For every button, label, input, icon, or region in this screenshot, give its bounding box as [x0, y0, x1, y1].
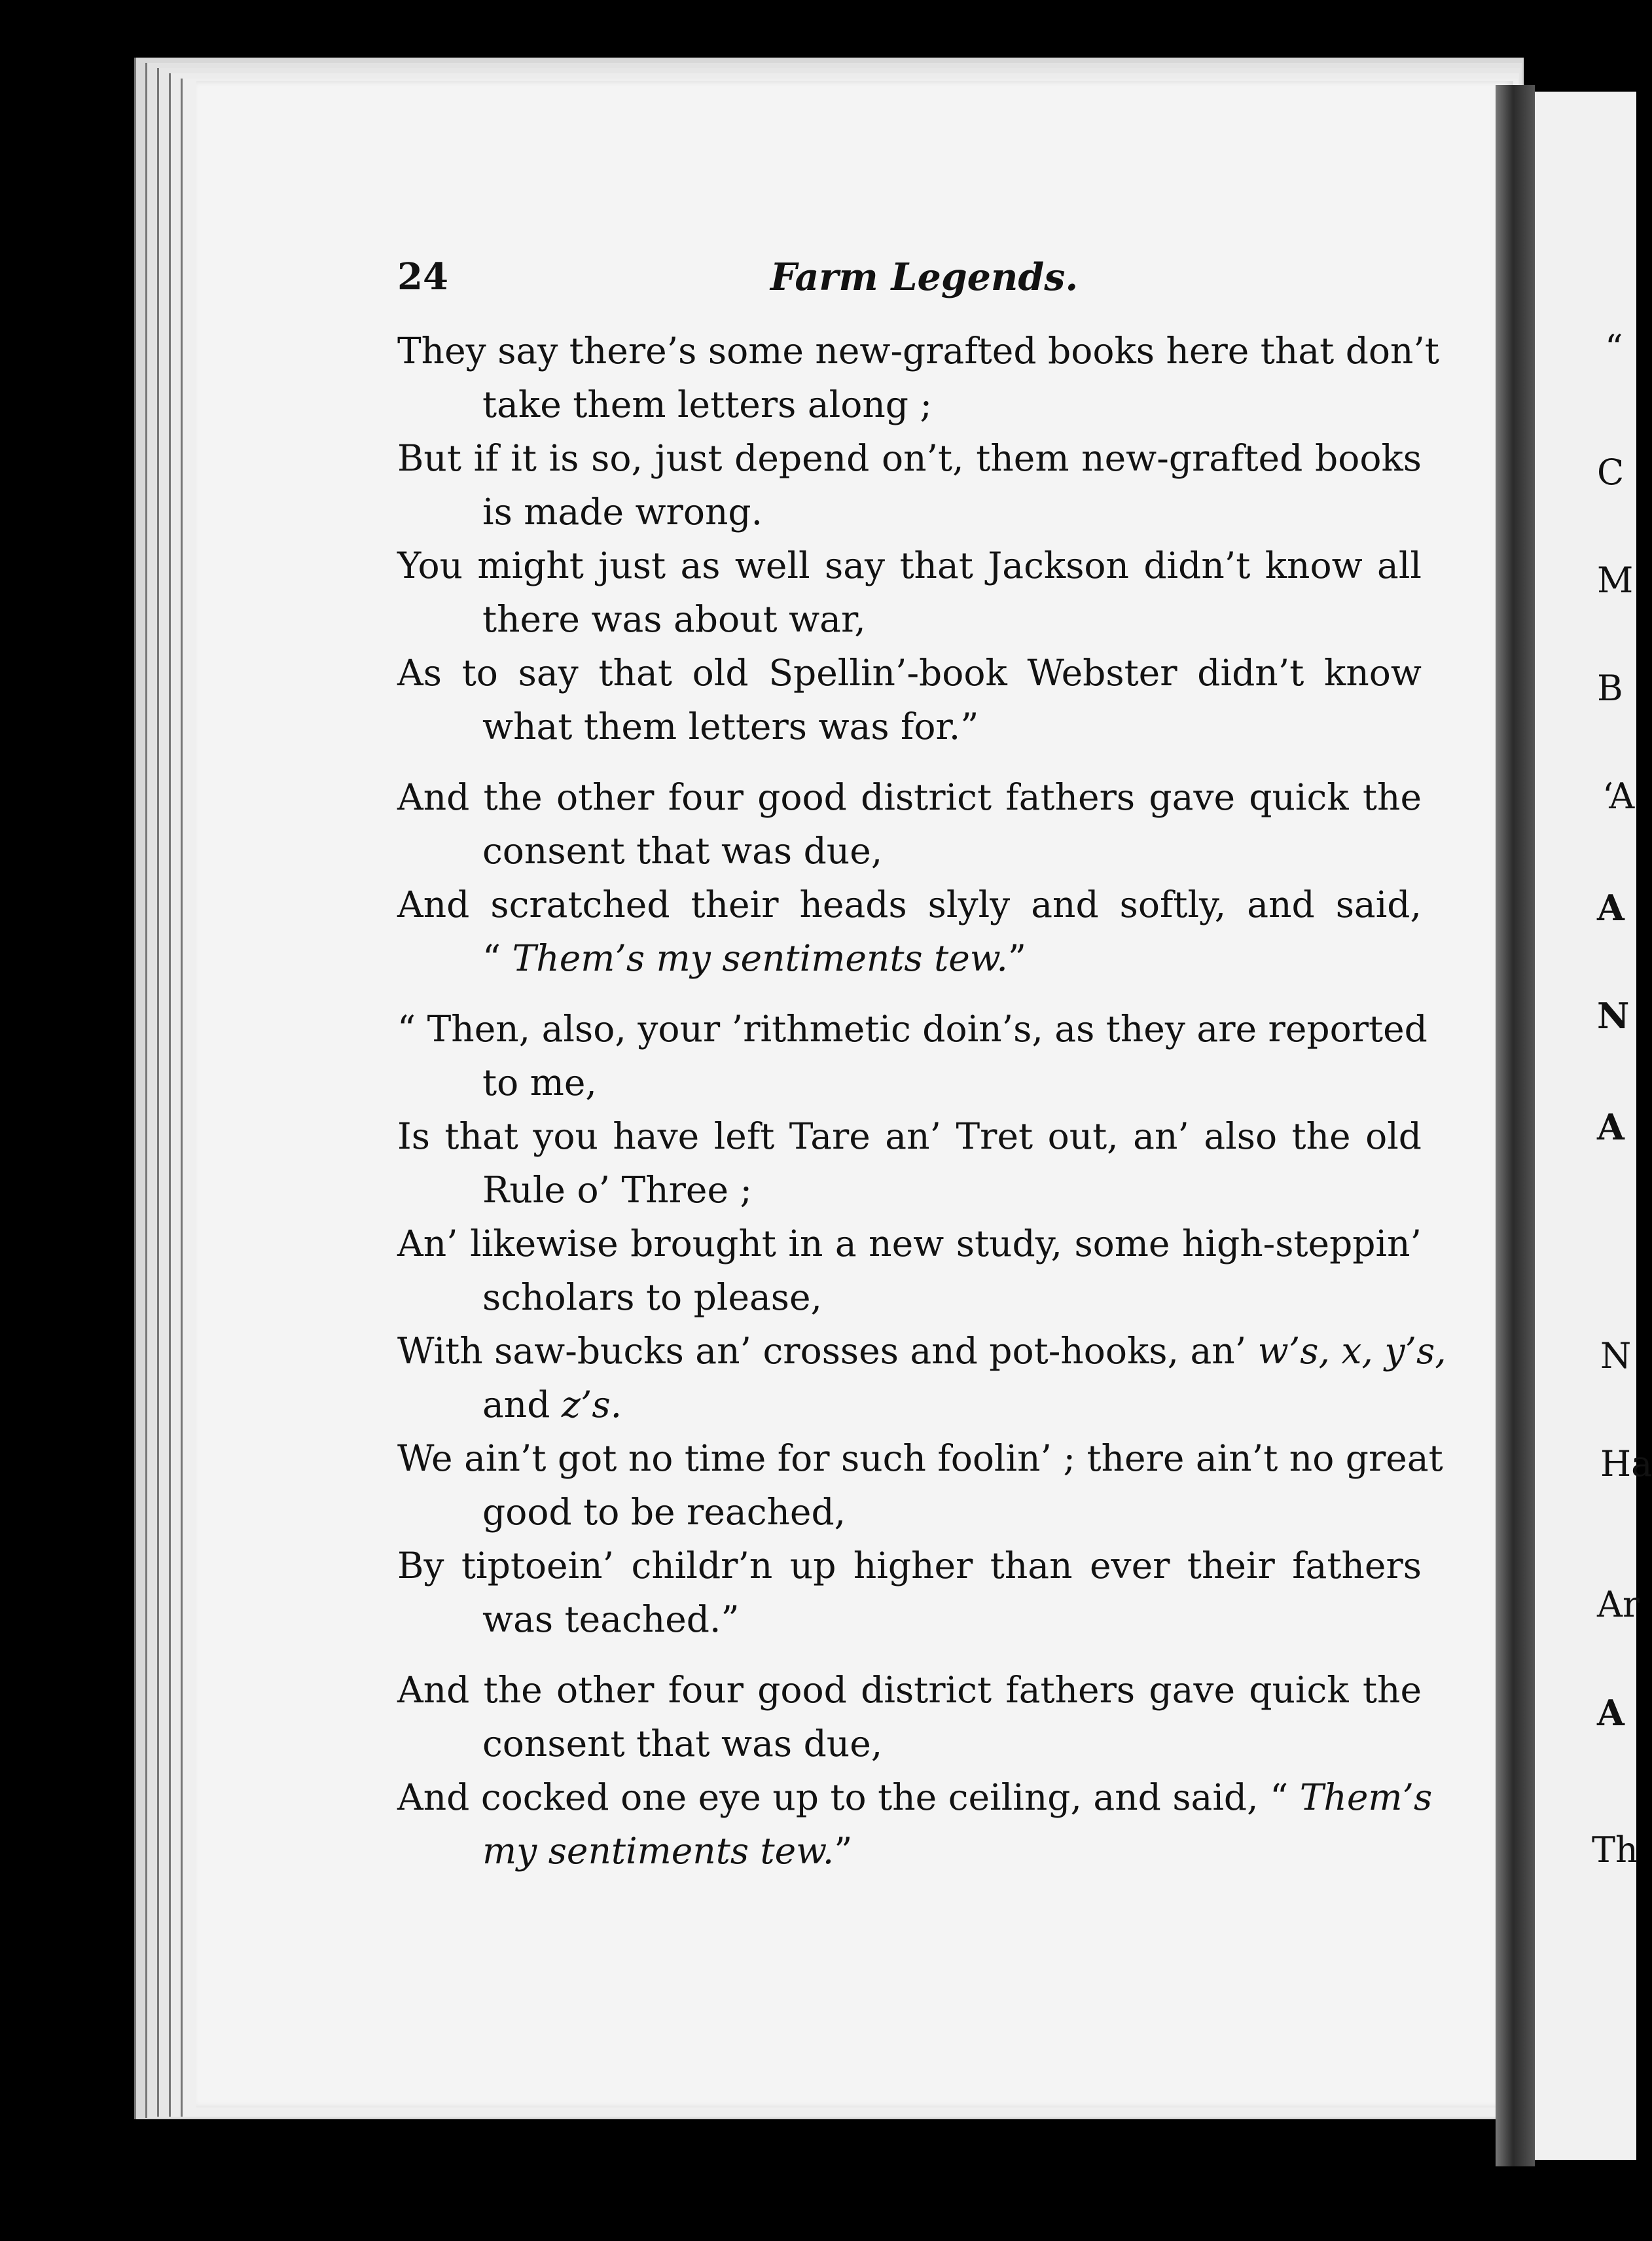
facing-page-char: ‘A [1602, 776, 1635, 817]
facing-page-char: C [1597, 452, 1625, 493]
book-gutter [1496, 85, 1535, 2166]
facing-page-char: M [1597, 560, 1634, 601]
verse-line: They say there’s some new-grafted books here that don’t [397, 330, 1440, 372]
facing-page-char: B [1597, 668, 1623, 709]
verse-line: By tiptoein’ childr’n up higher than ever their fathers [397, 1545, 1422, 1587]
verse-line: An’ likewise brought in a new study, some high-steppin’ [397, 1223, 1422, 1264]
italic-letters: z’s. [561, 1384, 622, 1425]
facing-page-char: Th [1592, 1829, 1638, 1871]
facing-page-char: N [1597, 995, 1630, 1037]
verse-line-continuation: scholars to please, [482, 1276, 823, 1318]
verse-line-continuation: to me, [482, 1062, 597, 1103]
stanza [397, 1002, 1446, 1646]
verse-line: As to say that old Spellin’-book Webster didn’t know [397, 652, 1422, 694]
facing-page-char: “ [1605, 327, 1623, 368]
facing-page-char: N [1600, 1335, 1632, 1376]
verse-line-continuation: is made wrong. [482, 491, 763, 533]
verse-text: With saw-bucks an’ crosses and pot-hooks, an’ [397, 1330, 1258, 1372]
verse-line-continuation: consent that was due, [482, 830, 883, 872]
quote-mark: ” [834, 1830, 853, 1872]
italic-letters: w’s, x, y’s, [1257, 1330, 1446, 1372]
quote-mark: ” [1007, 937, 1026, 979]
verse-line [397, 1770, 1433, 1824]
italic-refrain: Them’s [1299, 1776, 1433, 1818]
verse-line: We ain’t got no time for such foolin’ ; there ain’t no great [397, 1437, 1443, 1479]
verse-line-continuation [397, 1824, 1422, 1878]
verse-line-continuation: good to be reached, [482, 1491, 846, 1533]
verse-line: “ Then, also, your ’rithmetic doin’s, as they are reported [397, 1008, 1428, 1050]
page-content [397, 255, 1446, 1895]
running-title: Farm Legends. [770, 255, 1079, 299]
verse-line-continuation: there was about war, [482, 598, 866, 640]
stanza [397, 324, 1440, 753]
verse-line-continuation [397, 1378, 1422, 1431]
stanza [397, 1663, 1433, 1878]
facing-page-char: Ar [1597, 1584, 1640, 1625]
verse-line-continuation: was teached.” [482, 1598, 740, 1640]
verse-line: And the other four good district fathers gave quick the [397, 776, 1422, 818]
verse-line [397, 1324, 1446, 1378]
italic-refrain: Them’s my sentiments tew. [512, 937, 1008, 979]
page-number: 24 [397, 255, 448, 298]
verse-line-continuation: take them letters along ; [482, 384, 932, 425]
facing-page-char: Ha [1600, 1443, 1652, 1484]
verse-line: You might just as well say that Jackson didn’t know all [397, 545, 1422, 586]
stanza [397, 770, 1422, 985]
page-header [397, 255, 1422, 308]
verse-line-continuation: what them letters was for.” [482, 706, 979, 747]
verse-line: And scratched their heads slyly and softly, and said, [397, 884, 1422, 925]
facing-page-char: A [1597, 1106, 1625, 1148]
verse-line-continuation: consent that was due, [482, 1723, 883, 1765]
verse-line-continuation [397, 931, 1422, 985]
verse-line: Is that you have left Tare an’ Tret out, an’ also the old [397, 1115, 1422, 1157]
verse-line: And the other four good district fathers gave quick the [397, 1669, 1422, 1711]
verse-text: and [482, 1384, 562, 1425]
verse-text: And cocked one eye up to the ceiling, and said, “ [397, 1776, 1300, 1818]
quote-mark: “ [482, 937, 512, 979]
facing-page-char: A [1597, 1692, 1625, 1734]
facing-page-char: A [1597, 887, 1625, 929]
verse-line: But if it is so, just depend on’t, them new-grafted books [397, 437, 1422, 479]
italic-refrain: my sentiments tew. [482, 1830, 835, 1872]
verse-line-continuation: Rule o’ Three ; [482, 1169, 753, 1211]
